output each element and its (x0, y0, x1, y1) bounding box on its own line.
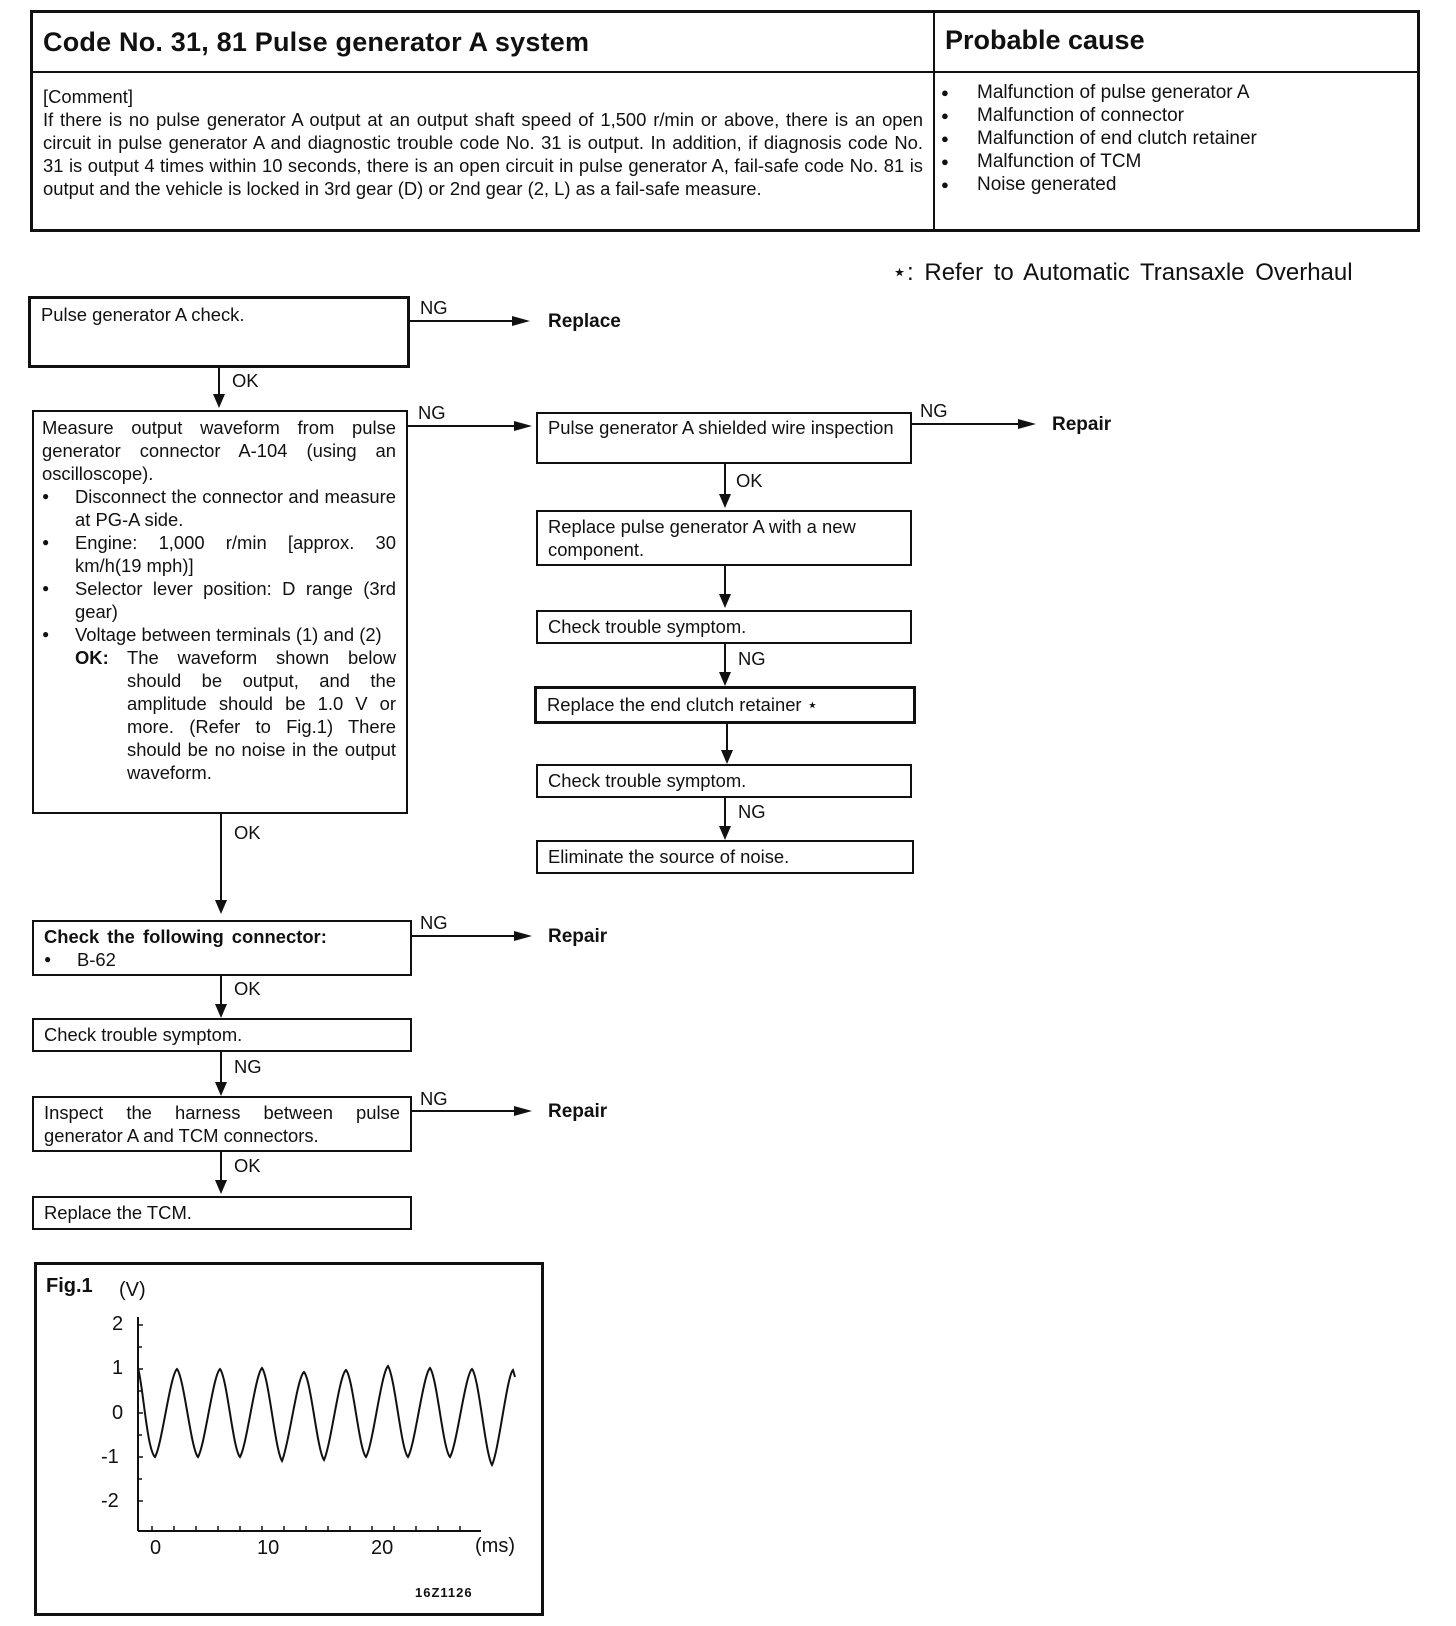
flow-box-eliminate-noise (536, 840, 914, 874)
flow-box-text: Replace the end clutch retainer ⋆ (547, 694, 819, 715)
flow-box-text: Check trouble symptom. (44, 1024, 243, 1045)
condition-item: ● Selector lever position: D range (3rd gear) (42, 577, 396, 623)
cause-item: ● Noise generated (941, 173, 1257, 196)
ng-label: NG (920, 400, 948, 421)
condition-item: ● Disconnect the connector and measure at PG-A side. (42, 485, 396, 531)
connector-line (412, 1110, 520, 1112)
connector-line (912, 423, 1024, 425)
star-icon: ⋆: (892, 259, 914, 286)
flow-box-text: Check trouble symptom. (548, 616, 747, 637)
flow-box-check-connector (32, 920, 412, 976)
flow-box-replace-end-clutch-retainer (534, 686, 916, 724)
flow-box-replace-tcm (32, 1196, 412, 1230)
flow-box-text: Eliminate the source of noise. (548, 846, 790, 867)
arrow-down-icon (215, 900, 227, 914)
x-tick: 10 (257, 1537, 280, 1559)
flow-box-text: Replace pulse generator A with a new component. (548, 516, 856, 560)
flow-box-measure-waveform (32, 410, 408, 814)
y-axis-unit: (V) (119, 1279, 146, 1301)
ng-label: NG (420, 912, 448, 933)
flow-box-replace-pulse-generator (536, 510, 912, 566)
arrow-right-icon (514, 931, 532, 941)
arrow-right-icon (512, 316, 530, 326)
flow-box-text: Pulse generator A shielded wire inspection (548, 417, 894, 438)
result-replace: Replace (548, 311, 621, 332)
ng-label: NG (420, 297, 448, 318)
flow-box-check-trouble-symptom (536, 764, 912, 798)
connector-line (410, 320, 520, 322)
flow-box-text: Inspect the harness between pulse generator A and TCM connectors. (44, 1102, 400, 1146)
arrow-down-icon (719, 494, 731, 508)
probable-cause-list (941, 81, 1257, 196)
ng-label: NG (420, 1088, 448, 1109)
condition-item: ● Voltage between terminals (1) and (2) (42, 623, 396, 646)
waveform-line (138, 1366, 515, 1465)
arrow-down-icon (721, 750, 733, 764)
x-tick: 20 (371, 1537, 394, 1559)
flow-box-check-trouble-symptom (536, 610, 912, 644)
result-repair: Repair (1052, 414, 1112, 435)
figure-label: Fig.1 (46, 1275, 93, 1297)
header-table (30, 10, 1420, 232)
ng-label: NG (234, 1056, 262, 1077)
ok-key: OK: (75, 647, 109, 668)
connector-line (724, 464, 726, 496)
ok-label: OK (234, 978, 261, 999)
ok-label: OK (736, 470, 763, 491)
cause-item: ● Malfunction of end clutch retainer (941, 127, 1257, 150)
arrow-down-icon (719, 672, 731, 686)
ng-label: NG (738, 801, 766, 822)
ng-label: NG (418, 402, 446, 423)
y-tick: 1 (112, 1357, 124, 1379)
ok-label: OK (234, 1155, 261, 1176)
arrow-down-icon (215, 1004, 227, 1018)
result-repair: Repair (548, 1101, 608, 1122)
arrow-down-icon (215, 1180, 227, 1194)
comment-block (43, 85, 923, 200)
comment-label: [Comment] (43, 86, 133, 107)
arrow-down-icon (215, 1082, 227, 1096)
page-title: Code No. 31, 81 Pulse generator A system (43, 27, 590, 57)
connector-line (724, 798, 726, 828)
reference-note-text: Refer to Automatic Transaxle Overhaul (924, 259, 1353, 286)
arrow-right-icon (514, 421, 532, 431)
comment-text: If there is no pulse generator A output at an output shaft speed of 1,500 r/min or above, there is an open circuit in pulse generator A and diagnostic trouble code No. 31 is output. In addition, if diagnosis code No. 31 is output 4 times within 10 seconds, there is an open circuit in pulse generator A, fail-safe code No. 81 is output and the vehicle is locked in 3rd gear (D) or 2nd gear (2, L) as a fail-safe measure. (43, 109, 923, 199)
arrow-down-icon (213, 394, 225, 408)
ok-label: OK (232, 370, 259, 391)
arrow-right-icon (514, 1106, 532, 1116)
arrow-down-icon (719, 826, 731, 840)
figure-1 (34, 1262, 544, 1616)
cause-item: ● Malfunction of pulse generator A (941, 81, 1257, 104)
result-repair: Repair (548, 926, 608, 947)
ok-criteria (42, 646, 396, 784)
reference-note (892, 258, 1353, 287)
x-tick: 0 (150, 1537, 162, 1559)
check-connector-title: Check the following connector: (44, 926, 327, 947)
y-tick: -2 (101, 1490, 119, 1512)
y-tick: 2 (112, 1313, 124, 1335)
ng-label: NG (738, 648, 766, 669)
flow-box-inspect-harness (32, 1096, 412, 1152)
arrow-right-icon (1018, 419, 1036, 429)
figure-code: 16Z1126 (415, 1585, 473, 1600)
flow-box-text: Pulse generator A check. (41, 304, 245, 325)
header-column-divider (933, 13, 935, 229)
measure-conditions-list (42, 485, 396, 646)
x-axis-unit: (ms) (475, 1535, 515, 1557)
flow-box-pulse-generator-check (28, 296, 410, 368)
ok-label: OK (234, 822, 261, 843)
waveform-plot (37, 1265, 541, 1613)
ok-criteria-text: The waveform shown below should be output, and the amplitude should be 1.0 V or more. (Refer to Fig.1) There should be no noise in the output waveform. (127, 647, 396, 783)
flow-box-check-trouble-symptom (32, 1018, 412, 1052)
flow-box-text: Replace the TCM. (44, 1202, 192, 1223)
connector-line (408, 425, 520, 427)
cause-item: ● Malfunction of connector (941, 104, 1257, 127)
flow-box-text: Check trouble symptom. (548, 770, 747, 791)
connector-item: ● B-62 (44, 948, 400, 971)
arrow-down-icon (719, 594, 731, 608)
condition-item: ● Engine: 1,000 r/min [approx. 30 km/h(19 mph)] (42, 531, 396, 577)
connector-line (220, 814, 222, 904)
flow-box-shielded-wire-inspection (536, 412, 912, 464)
y-tick: 0 (112, 1402, 124, 1424)
cause-item: ● Malfunction of TCM (941, 150, 1257, 173)
y-tick: -1 (101, 1446, 119, 1468)
axis-ticks (138, 1325, 460, 1531)
connector-list (44, 948, 400, 971)
probable-cause-heading: Probable cause (945, 25, 1145, 55)
measure-intro: Measure output waveform from pulse generator connector A-104 (using an oscilloscope). (42, 417, 396, 484)
connector-line (412, 935, 520, 937)
